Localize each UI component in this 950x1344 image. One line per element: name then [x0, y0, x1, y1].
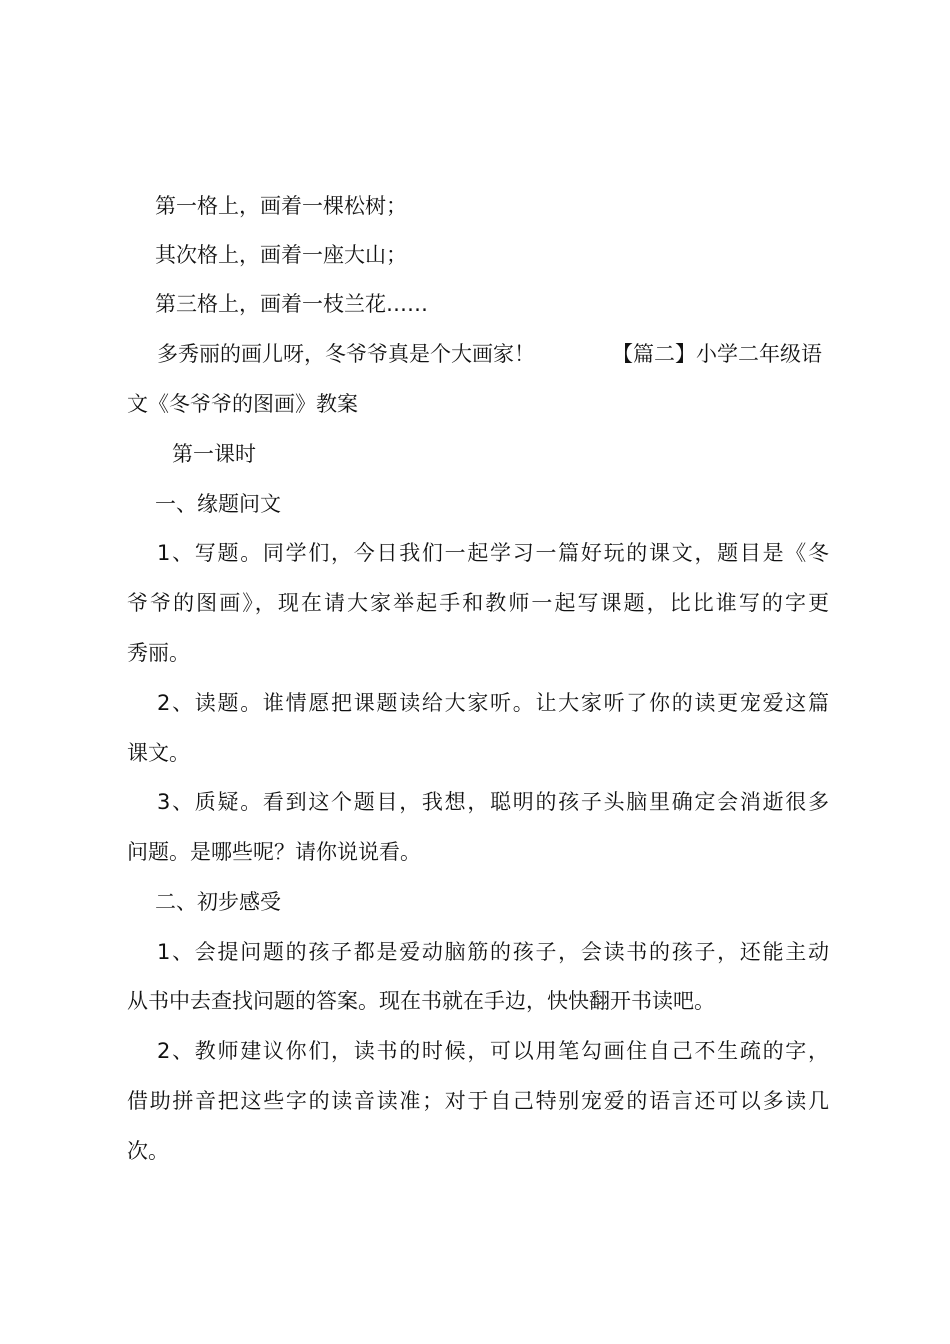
section-heading-part: 【篇二】小学二年级语 — [612, 342, 822, 366]
text-line: 第一格上，画着一棵松树； — [155, 194, 407, 218]
text-line: 3、质疑。看到这个题目，我想，聪明的孩子头脑里确定会消逝很多 — [157, 790, 829, 814]
text-line: 多秀丽的画儿呀，冬爷爷真是个大画家！ — [157, 342, 535, 366]
text-line: 课文。 — [127, 741, 190, 765]
section-heading: 二、初步感受 — [155, 890, 281, 914]
text-line: 2、读题。谁情愿把课题读给大家听。让大家听了你的读更宠爱这篇 — [157, 691, 829, 715]
text-line: 1、写题。同学们，今日我们一起学习一篇好玩的课文，题目是《冬 — [157, 541, 829, 565]
text-line: 爷爷的图画》，现在请大家举起手和教师一起写课题，比比谁写的字更 — [127, 591, 829, 615]
text-line: 其次格上，画着一座大山； — [155, 243, 407, 267]
lesson-title: 第一课时 — [172, 442, 256, 466]
section-heading-part: 文《冬爷爷的图画》教案 — [127, 392, 358, 416]
text-line: 从书中去查找问题的答案。现在书就在手边，快快翻开书读吧。 — [127, 989, 715, 1013]
text-line: 第三格上，画着一枝兰花…… — [155, 292, 428, 316]
text-line: 借助拼音把这些字的读音读准；对于自己特别宠爱的语言还可以多读几 — [127, 1089, 829, 1113]
text-line: 秀丽。 — [127, 641, 190, 665]
text-line: 2、教师建议你们，读书的时候，可以用笔勾画住自己不生疏的字， — [157, 1039, 829, 1063]
text-line: 1、会提问题的孩子都是爱动脑筋的孩子，会读书的孩子，还能主动 — [157, 940, 829, 964]
section-heading: 一、缘题问文 — [155, 492, 281, 516]
text-line: 问题。是哪些呢？请你说说看。 — [127, 840, 421, 864]
text-line: 次。 — [127, 1139, 169, 1163]
